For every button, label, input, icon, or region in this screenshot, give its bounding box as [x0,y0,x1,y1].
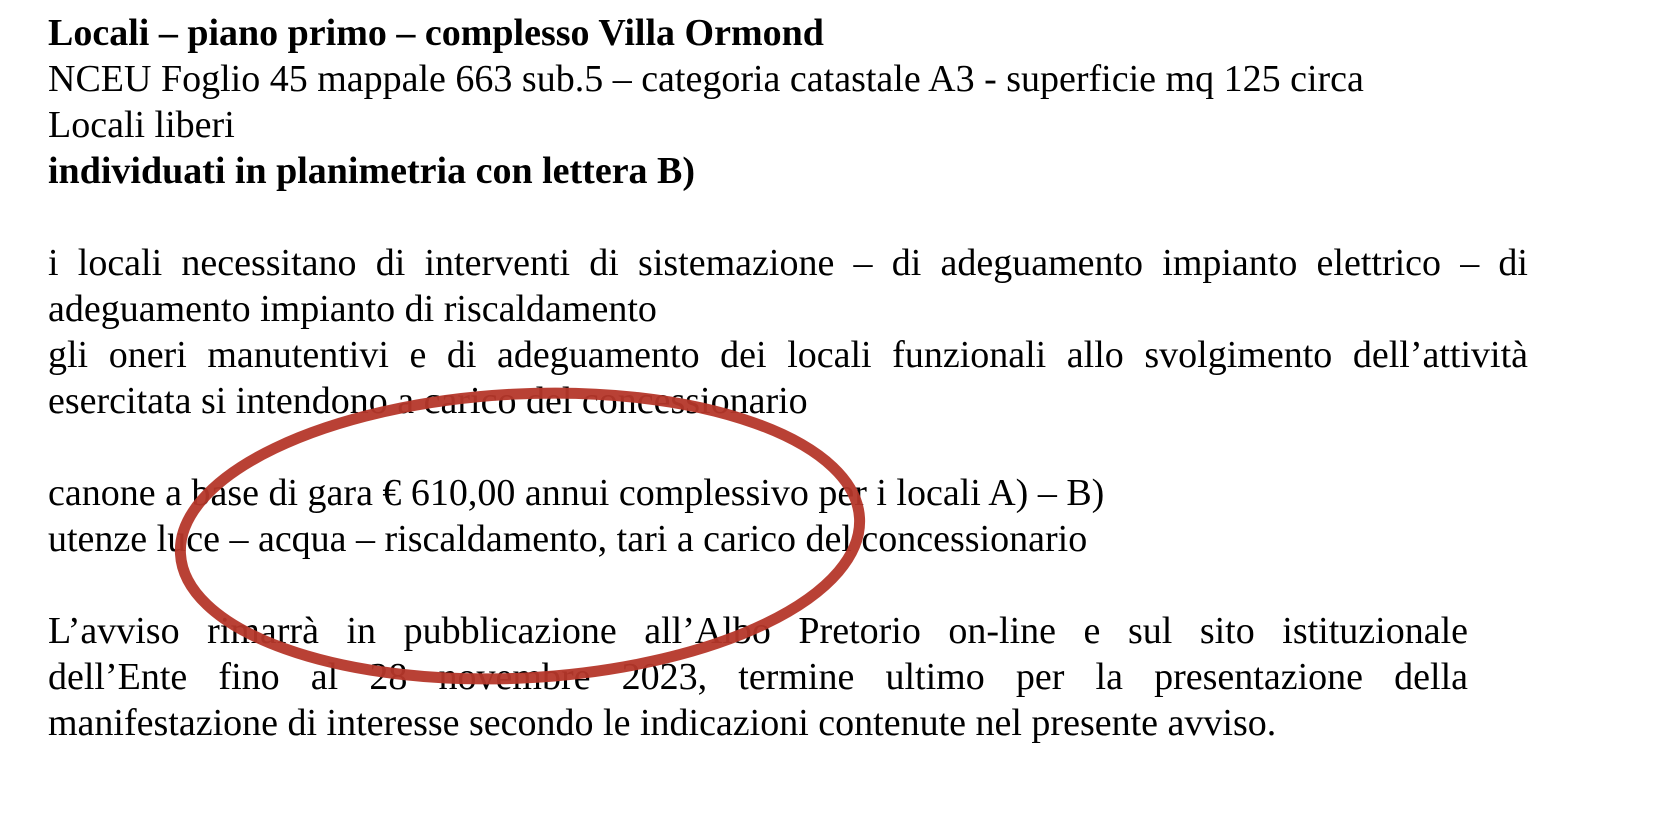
section-title: Locali – piano primo – complesso Villa Ormond [48,12,824,54]
spacer [48,194,1528,240]
notice-line-3: manifestazione di interesse secondo le indicazioni contenute nel presente avviso. [48,702,1277,744]
works-line-3: gli oneri manutentivi e di adeguamento dei locali funzionali allo svolgimento dell’attività [48,334,1528,376]
works-line-2: adeguamento impianto di riscaldamento [48,288,657,330]
document-page [48,10,1528,746]
works-line-1: i locali necessitano di interventi di sistemazione – di adeguamento impianto elettrico – di [48,242,1528,284]
works-line-4: esercitata si intendono a carico del concessionario [48,380,808,422]
notice-line-2: dell’Ente fino al 28 novembre 2023, termine ultimo per la presentazione della [48,656,1468,698]
utilities-line: utenze luce – acqua – riscaldamento, tari a carico del concessionario [48,518,1088,560]
status-line: Locali liberi [48,104,235,146]
cadastral-line: NCEU Foglio 45 mappale 663 sub.5 – categoria catastale A3 - superficie mq 125 circa [48,58,1364,100]
rent-line: canone a base di gara € 610,00 annui complessivo per i locali A) – B) [48,472,1105,514]
spacer [48,562,1528,608]
spacer [48,424,1528,470]
notice-line-1: L’avviso rimarrà in pubblicazione all’Albo Pretorio on-line e sul sito istituzionale [48,610,1468,652]
plan-reference: individuati in planimetria con lettera B) [48,150,696,192]
